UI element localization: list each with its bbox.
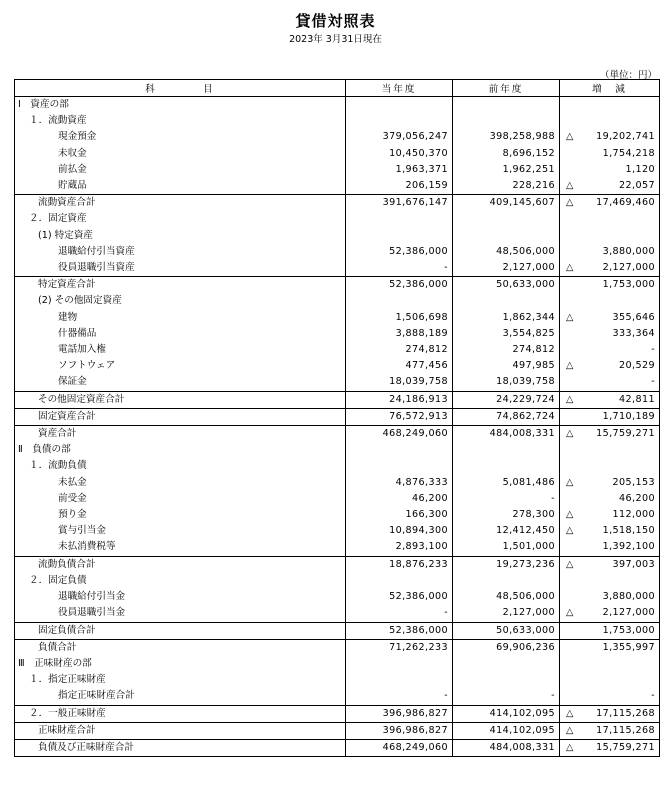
current-year-value: 24,186,913 — [346, 391, 453, 408]
change-cell — [560, 491, 660, 507]
previous-year-value: 18,039,758 — [453, 374, 560, 391]
current-year-value: 477,456 — [346, 358, 453, 374]
row-label: 正味財産合計 — [15, 722, 346, 739]
row-label: 負債合計 — [15, 639, 346, 656]
table-row — [15, 442, 660, 458]
change-value: 1,392,100 — [602, 541, 655, 553]
change-value: 3,880,000 — [602, 591, 655, 603]
previous-year-value — [453, 211, 560, 227]
previous-year-value: - — [453, 688, 560, 705]
change-cell — [560, 426, 660, 443]
row-label: 建物 — [15, 310, 346, 326]
change-cell — [560, 442, 660, 458]
change-cell — [560, 358, 660, 374]
change-value: 17,469,460 — [596, 197, 655, 209]
page-title: 貸借対照表 — [295, 12, 376, 30]
change-value: 19,202,741 — [596, 131, 655, 143]
table-row — [15, 523, 660, 539]
table-row — [15, 244, 660, 260]
change-value: 2,127,000 — [602, 262, 655, 274]
previous-year-value: 12,412,450 — [453, 523, 560, 539]
current-year-value: 396,986,827 — [346, 722, 453, 739]
change-cell — [560, 605, 660, 622]
change-value: - — [651, 376, 655, 388]
change-cell — [560, 539, 660, 556]
previous-year-value: 5,081,486 — [453, 475, 560, 491]
change-cell — [560, 342, 660, 358]
table-row — [15, 507, 660, 523]
column-header-item: 科 目 — [15, 80, 346, 97]
row-label: ２．固定資産 — [15, 211, 346, 227]
change-cell — [560, 556, 660, 573]
change-cell — [560, 228, 660, 244]
previous-year-value: 484,008,331 — [453, 739, 560, 756]
change-cell — [560, 178, 660, 195]
table-row — [15, 458, 660, 474]
change-cell — [560, 688, 660, 705]
table-row — [15, 211, 660, 227]
negative-triangle-mark: △ — [566, 360, 574, 372]
balance-sheet-table — [14, 79, 660, 757]
change-value: 15,759,271 — [596, 428, 655, 440]
row-label: 流動負債合計 — [15, 556, 346, 573]
negative-triangle-mark: △ — [566, 393, 574, 405]
change-value: 333,364 — [612, 327, 655, 339]
change-value: 42,811 — [619, 393, 655, 405]
current-year-value: - — [346, 605, 453, 622]
negative-triangle-mark: △ — [566, 741, 574, 753]
current-year-value — [346, 97, 453, 114]
previous-year-value: 69,906,236 — [453, 639, 560, 656]
table-row — [15, 293, 660, 309]
current-year-value: 4,876,333 — [346, 475, 453, 491]
current-year-value: 18,876,233 — [346, 556, 453, 573]
table-row — [15, 326, 660, 342]
table-row — [15, 539, 660, 556]
row-label: 貯蔵品 — [15, 178, 346, 195]
row-label: 預り金 — [15, 507, 346, 523]
change-value: 20,529 — [619, 360, 655, 372]
change-cell — [560, 408, 660, 425]
row-label: ソフトウェア — [15, 358, 346, 374]
change-value: 1,120 — [625, 163, 655, 175]
previous-year-value: 2,127,000 — [453, 260, 560, 277]
negative-triangle-mark: △ — [566, 607, 574, 619]
table-row — [15, 277, 660, 294]
change-value: 1,753,000 — [602, 624, 655, 636]
change-cell — [560, 374, 660, 391]
previous-year-value: 2,127,000 — [453, 605, 560, 622]
table-header-row — [15, 80, 660, 97]
previous-year-value: 24,229,724 — [453, 391, 560, 408]
change-value: - — [651, 690, 655, 702]
previous-year-value: 8,696,152 — [453, 146, 560, 162]
current-year-value — [346, 113, 453, 129]
change-cell — [560, 97, 660, 114]
negative-triangle-mark: △ — [566, 262, 574, 274]
negative-triangle-mark: △ — [566, 558, 574, 570]
change-cell — [560, 523, 660, 539]
previous-year-value — [453, 113, 560, 129]
change-cell — [560, 195, 660, 212]
current-year-value: 18,039,758 — [346, 374, 453, 391]
previous-year-value: 50,633,000 — [453, 622, 560, 639]
table-row — [15, 556, 660, 573]
change-cell — [560, 326, 660, 342]
negative-triangle-mark: △ — [566, 180, 574, 192]
change-cell — [560, 639, 660, 656]
current-year-value: 274,812 — [346, 342, 453, 358]
change-value: 1,518,150 — [602, 525, 655, 537]
previous-year-value: 19,273,236 — [453, 556, 560, 573]
table-row — [15, 310, 660, 326]
negative-triangle-mark: △ — [566, 509, 574, 521]
current-year-value: 379,056,247 — [346, 129, 453, 145]
change-cell — [560, 458, 660, 474]
previous-year-value — [453, 442, 560, 458]
change-cell — [560, 589, 660, 605]
current-year-value: - — [346, 688, 453, 705]
current-year-value — [346, 293, 453, 309]
change-cell — [560, 573, 660, 589]
previous-year-value: 398,258,988 — [453, 129, 560, 145]
table-row — [15, 146, 660, 162]
current-year-value — [346, 211, 453, 227]
change-value: 22,057 — [619, 180, 655, 192]
table-row — [15, 672, 660, 688]
column-header-current: 当年度 — [346, 80, 453, 97]
table-row — [15, 228, 660, 244]
row-label: 流動資産合計 — [15, 195, 346, 212]
change-value: 17,115,268 — [596, 707, 655, 719]
current-year-value: 10,894,300 — [346, 523, 453, 539]
change-cell — [560, 310, 660, 326]
change-value: 3,880,000 — [602, 245, 655, 257]
row-label: (1) 特定資産 — [15, 228, 346, 244]
current-year-value — [346, 228, 453, 244]
row-label: 負債及び正味財産合計 — [15, 739, 346, 756]
current-year-value: 10,450,370 — [346, 146, 453, 162]
row-label: 電話加入権 — [15, 342, 346, 358]
negative-triangle-mark: △ — [566, 197, 574, 209]
table-row — [15, 178, 660, 195]
previous-year-value: 50,633,000 — [453, 277, 560, 294]
change-cell — [560, 739, 660, 756]
previous-year-value: 48,506,000 — [453, 244, 560, 260]
table-row — [15, 162, 660, 178]
change-cell — [560, 129, 660, 145]
current-year-value: 52,386,000 — [346, 622, 453, 639]
previous-year-value: 1,501,000 — [453, 539, 560, 556]
table-row — [15, 342, 660, 358]
current-year-value — [346, 672, 453, 688]
table-row — [15, 97, 660, 114]
previous-year-value — [453, 656, 560, 672]
report-date: 2023年 3月31日現在 — [289, 34, 382, 45]
row-label: 固定資産合計 — [15, 408, 346, 425]
row-label: 保証金 — [15, 374, 346, 391]
table-row — [15, 113, 660, 129]
table-row — [15, 426, 660, 443]
row-label: 役員退職引当金 — [15, 605, 346, 622]
table-row — [15, 195, 660, 212]
row-label: 退職給付引当資産 — [15, 244, 346, 260]
row-label: Ⅰ 資産の部 — [15, 97, 346, 114]
current-year-value: 76,572,913 — [346, 408, 453, 425]
current-year-value — [346, 442, 453, 458]
table-row — [15, 408, 660, 425]
change-cell — [560, 507, 660, 523]
table-row — [15, 639, 660, 656]
change-value: 1,355,997 — [602, 641, 655, 653]
change-cell — [560, 260, 660, 277]
table-row — [15, 722, 660, 739]
row-label: 特定資産合計 — [15, 277, 346, 294]
change-value: 17,115,268 — [596, 724, 655, 736]
row-label: 未払消費税等 — [15, 539, 346, 556]
previous-year-value: 274,812 — [453, 342, 560, 358]
row-label: 前払金 — [15, 162, 346, 178]
row-label: Ⅲ 正味財産の部 — [15, 656, 346, 672]
table-row — [15, 705, 660, 722]
row-label: ２．一般正味財産 — [15, 705, 346, 722]
negative-triangle-mark: △ — [566, 707, 574, 719]
previous-year-value — [453, 458, 560, 474]
change-value: 1,710,189 — [602, 410, 655, 422]
table-row — [15, 475, 660, 491]
previous-year-value: 484,008,331 — [453, 426, 560, 443]
row-label: (2) その他固定資産 — [15, 293, 346, 309]
table-row — [15, 391, 660, 408]
current-year-value: 1,506,698 — [346, 310, 453, 326]
negative-triangle-mark: △ — [566, 525, 574, 537]
current-year-value: 391,676,147 — [346, 195, 453, 212]
change-value: 2,127,000 — [602, 607, 655, 619]
change-cell — [560, 211, 660, 227]
negative-triangle-mark: △ — [566, 131, 574, 143]
table-body — [15, 97, 660, 757]
current-year-value: 3,888,189 — [346, 326, 453, 342]
current-year-value: 396,986,827 — [346, 705, 453, 722]
row-label: 賞与引当金 — [15, 523, 346, 539]
previous-year-value — [453, 672, 560, 688]
change-cell — [560, 277, 660, 294]
table-row — [15, 358, 660, 374]
change-cell — [560, 391, 660, 408]
table-row — [15, 688, 660, 705]
row-label: 什器備品 — [15, 326, 346, 342]
table-row — [15, 739, 660, 756]
current-year-value: 71,262,233 — [346, 639, 453, 656]
previous-year-value — [453, 573, 560, 589]
previous-year-value — [453, 293, 560, 309]
table-row — [15, 374, 660, 391]
negative-triangle-mark: △ — [566, 476, 574, 488]
previous-year-value: 1,862,344 — [453, 310, 560, 326]
current-year-value: 52,386,000 — [346, 277, 453, 294]
table-row — [15, 589, 660, 605]
current-year-value: 52,386,000 — [346, 244, 453, 260]
change-cell — [560, 162, 660, 178]
current-year-value: - — [346, 260, 453, 277]
previous-year-value: 74,862,724 — [453, 408, 560, 425]
current-year-value: 1,963,371 — [346, 162, 453, 178]
column-header-previous: 前年度 — [453, 80, 560, 97]
current-year-value: 206,159 — [346, 178, 453, 195]
change-value: 112,000 — [612, 509, 655, 521]
table-row — [15, 605, 660, 622]
negative-triangle-mark: △ — [566, 724, 574, 736]
change-cell — [560, 475, 660, 491]
change-value: 397,003 — [612, 558, 655, 570]
change-value: 46,200 — [619, 492, 655, 504]
current-year-value: 468,249,060 — [346, 739, 453, 756]
negative-triangle-mark: △ — [566, 311, 574, 323]
row-label: 資産合計 — [15, 426, 346, 443]
row-label: Ⅱ 負債の部 — [15, 442, 346, 458]
table-row — [15, 622, 660, 639]
current-year-value: 52,386,000 — [346, 589, 453, 605]
row-label: その他固定資産合計 — [15, 391, 346, 408]
previous-year-value: 3,554,825 — [453, 326, 560, 342]
current-year-value — [346, 656, 453, 672]
change-cell — [560, 622, 660, 639]
row-label: 退職給付引当金 — [15, 589, 346, 605]
row-label: １．流動資産 — [15, 113, 346, 129]
table-row — [15, 656, 660, 672]
row-label: １．流動負債 — [15, 458, 346, 474]
unit-label: （単位：円） — [599, 70, 657, 81]
row-label: 固定負債合計 — [15, 622, 346, 639]
change-cell — [560, 146, 660, 162]
previous-year-value: 414,102,095 — [453, 722, 560, 739]
previous-year-value: 497,985 — [453, 358, 560, 374]
current-year-value: 468,249,060 — [346, 426, 453, 443]
current-year-value: 166,300 — [346, 507, 453, 523]
change-cell — [560, 705, 660, 722]
previous-year-value: 278,300 — [453, 507, 560, 523]
previous-year-value: 409,145,607 — [453, 195, 560, 212]
table-row — [15, 573, 660, 589]
row-label: １．指定正味財産 — [15, 672, 346, 688]
change-value: 1,753,000 — [602, 279, 655, 291]
table-row — [15, 491, 660, 507]
change-value: 355,646 — [612, 311, 655, 323]
negative-triangle-mark: △ — [566, 428, 574, 440]
previous-year-value: 1,962,251 — [453, 162, 560, 178]
previous-year-value — [453, 97, 560, 114]
current-year-value: 46,200 — [346, 491, 453, 507]
column-header-change: 増 減 — [560, 80, 660, 97]
change-cell — [560, 722, 660, 739]
table-row — [15, 129, 660, 145]
change-value: - — [651, 344, 655, 356]
change-cell — [560, 113, 660, 129]
row-label: ２．固定負債 — [15, 573, 346, 589]
previous-year-value: 228,216 — [453, 178, 560, 195]
change-value: 1,754,218 — [602, 147, 655, 159]
previous-year-value: - — [453, 491, 560, 507]
change-cell — [560, 293, 660, 309]
previous-year-value — [453, 228, 560, 244]
change-cell — [560, 244, 660, 260]
row-label: 現金預金 — [15, 129, 346, 145]
change-value: 205,153 — [612, 476, 655, 488]
row-label: 役員退職引当資産 — [15, 260, 346, 277]
change-cell — [560, 656, 660, 672]
previous-year-value: 48,506,000 — [453, 589, 560, 605]
row-label: 指定正味財産合計 — [15, 688, 346, 705]
previous-year-value: 414,102,095 — [453, 705, 560, 722]
current-year-value: 2,893,100 — [346, 539, 453, 556]
change-value: 15,759,271 — [596, 741, 655, 753]
change-cell — [560, 672, 660, 688]
row-label: 未収金 — [15, 146, 346, 162]
row-label: 未払金 — [15, 475, 346, 491]
row-label: 前受金 — [15, 491, 346, 507]
current-year-value — [346, 573, 453, 589]
current-year-value — [346, 458, 453, 474]
table-row — [15, 260, 660, 277]
